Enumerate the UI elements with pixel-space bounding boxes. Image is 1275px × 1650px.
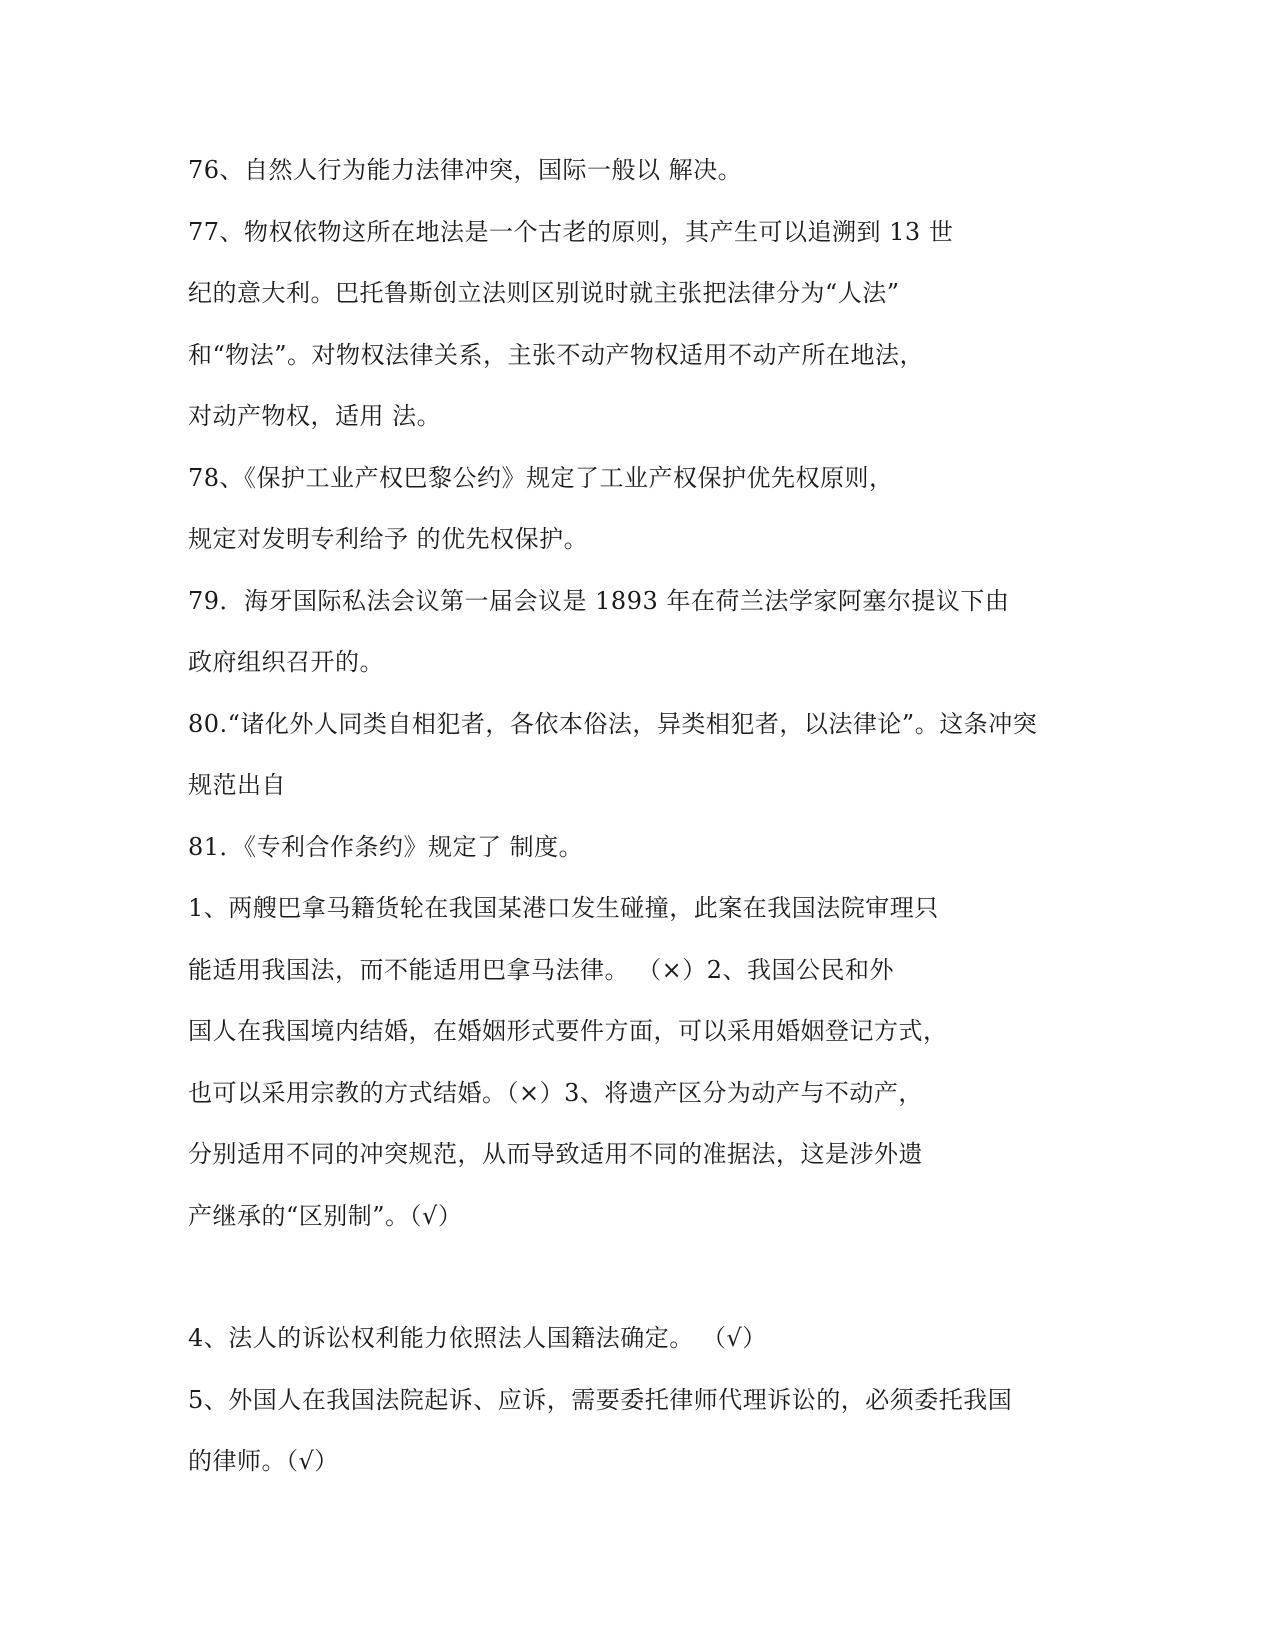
text-line: 对动产物权，适用 法。 [188, 402, 442, 430]
text-line: 77、物权依物这所在地法是一个古老的原则，其产生可以追溯到 13 世 [188, 217, 954, 246]
text-line: 规范出自 [188, 771, 286, 799]
text-line: 也可以采用宗教的方式结婚。（×）3、将遗产区分为动产与不动产， [188, 1078, 923, 1107]
text-line: 纪的意大利。巴托鲁斯创立法则区别说时就主张把法律分为“人法” [188, 279, 900, 307]
text-line: 5、外国人在我国法院起诉、应诉，需要委托律师代理诉讼的，必须委托我国 [188, 1385, 1013, 1414]
paragraph-gap [188, 1247, 1088, 1308]
text-line: 4、法人的诉讼权利能力依照法人国籍法确定。 （√） [188, 1324, 767, 1352]
text-line: 81．《专利合作条约》规定了 制度。 [188, 832, 584, 861]
text-line: 和“物法”。对物权法律关系，主张不动产物权适用不动产所在地法， [188, 340, 925, 369]
text-line: 79．海牙国际私法会议第一届会议是 1893 年在荷兰法学家阿塞尔提议下由 [188, 586, 1010, 615]
text-line: 的律师。（√） [188, 1447, 339, 1475]
document-body [188, 140, 1088, 1493]
text-line: 规定对发明专利给予 的优先权保护。 [188, 525, 589, 553]
text-line: 分别适用不同的冲突规范，从而导致适用不同的准据法，这是涉外遗 [188, 1140, 923, 1168]
text-line: 1、两艘巴拿马籍货轮在我国某港口发生碰撞，此案在我国法院审理只 [188, 894, 939, 922]
text-line: 能适用我国法，而不能适用巴拿马法律。 （×）2、我国公民和外 [188, 955, 895, 984]
text-line: 国人在我国境内结婚，在婚姻形式要件方面，可以采用婚姻登记方式， [188, 1017, 948, 1045]
text-line: 产继承的“区别制”。（√） [188, 1201, 463, 1230]
text-line: 78、《保护工业产权巴黎公约》规定了工业产权保护优先权原则， [188, 463, 894, 492]
text-line: 76、自然人行为能力法律冲突，国际一般以 解决。 [188, 156, 743, 184]
text-line: 80.“诸化外人同类自相犯者，各依本俗法，异类相犯者，以法律论”。这条冲突 [188, 709, 1038, 738]
text-line: 政府组织召开的。 [188, 648, 384, 676]
